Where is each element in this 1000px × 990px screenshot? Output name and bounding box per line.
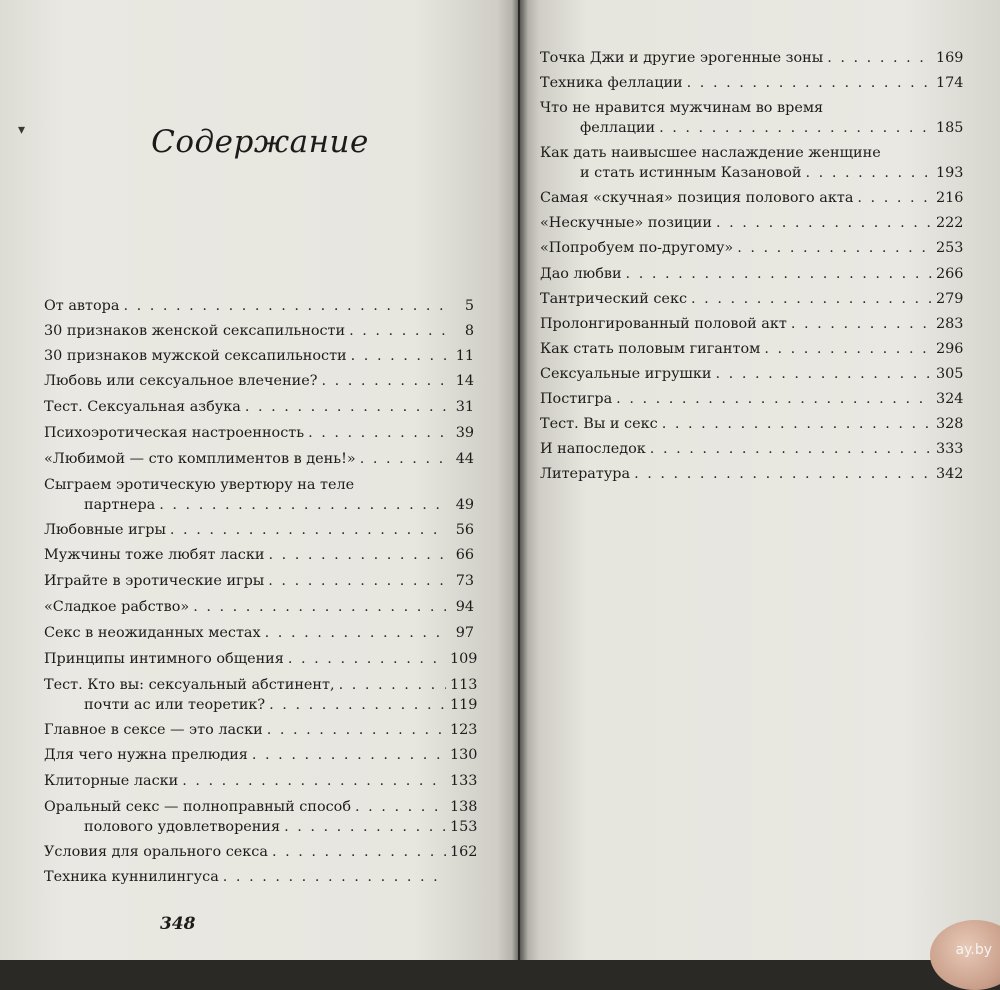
dot-leader [272, 842, 446, 862]
toc-entry-title: «Любимой — сто комплиментов в день!» [44, 451, 356, 467]
toc-entry [44, 745, 478, 765]
toc-entry-title: Дао любви [540, 266, 622, 282]
toc-entry-page: 305 [936, 366, 964, 382]
toc-row [44, 720, 478, 740]
dot-leader [268, 545, 446, 565]
toc-entry [44, 720, 478, 740]
toc-row [540, 188, 964, 208]
toc-entry-page: 133 [450, 773, 478, 789]
toc-entry [540, 264, 964, 284]
right-page [520, 0, 1000, 960]
toc-entry-title-line: Как дать наивысшее наслаждение женщине [540, 145, 881, 161]
dot-leader [791, 314, 932, 334]
toc-entry-page: 5 [464, 298, 474, 314]
toc-entry-page: 39 [455, 425, 474, 441]
toc-row [540, 364, 964, 384]
toc-entry-title: полового удовлетворения [84, 819, 281, 835]
toc-row [44, 597, 474, 617]
toc-row [540, 118, 964, 138]
dot-leader [268, 571, 446, 591]
toc-row [44, 397, 474, 417]
toc-entry-title: Самая «скучная» позиция полового акта [540, 190, 854, 206]
toc-row [44, 745, 478, 765]
toc-entry-page: 333 [936, 441, 964, 457]
dot-leader [288, 649, 446, 669]
toc-entry-title: Тантрический секс [540, 291, 688, 307]
toc-entry-title: Литература [540, 466, 631, 482]
toc-entry-title: Сексуальные игрушки [540, 366, 712, 382]
toc-row [44, 296, 474, 316]
toc-entry-title: Мужчины тоже любят ласки [44, 547, 265, 563]
dot-leader [252, 745, 446, 765]
toc-entry-title-line: Что не нравится мужчинам во время [540, 100, 824, 116]
toc-entry [540, 364, 964, 384]
toc-entry [540, 339, 964, 359]
toc-entry-page: 49 [455, 497, 474, 513]
toc-row [44, 675, 478, 695]
toc-entry-title: Играйте в эротические игры [44, 573, 265, 589]
dot-leader [716, 364, 932, 384]
toc-entry [44, 397, 474, 417]
toc-row [44, 695, 478, 715]
dot-leader [737, 238, 932, 258]
toc-entry [44, 771, 478, 791]
toc-entry-page: 31 [455, 399, 474, 415]
toc-entry [44, 449, 474, 469]
dot-leader [659, 118, 932, 138]
toc-entry [540, 213, 964, 233]
dot-leader [355, 797, 446, 817]
toc-row [44, 571, 474, 591]
toc-row [44, 649, 478, 669]
toc-entry [540, 188, 964, 208]
dot-leader [265, 623, 446, 643]
toc-row [44, 771, 478, 791]
toc-entry-title: Постигра [540, 391, 613, 407]
toc-entry-page: 66 [455, 547, 474, 563]
toc-entry [44, 346, 474, 366]
toc-entry [44, 296, 474, 316]
toc-row [540, 339, 964, 359]
toc-entry-page: 123 [450, 722, 478, 738]
toc-entry-page: 169 [936, 50, 964, 66]
toc-row [44, 423, 474, 443]
toc-entry-title: феллации [580, 120, 656, 136]
toc-entry-page: 113 [450, 677, 478, 693]
toc-row [44, 623, 474, 643]
toc-entry-page: 174 [936, 75, 964, 91]
toc-entry [540, 73, 964, 93]
toc-entry [44, 321, 474, 341]
toc-entry [540, 314, 964, 334]
toc-row [540, 238, 964, 258]
toc-entry-page: 328 [936, 416, 964, 432]
dot-leader [857, 188, 932, 208]
dot-leader [827, 48, 932, 68]
dot-leader [245, 397, 446, 417]
dot-leader [634, 464, 932, 484]
dot-leader [351, 346, 446, 366]
dot-leader [626, 264, 932, 284]
page-number: 348 [160, 914, 196, 934]
toc-entry [540, 98, 964, 138]
toc-entry-page: 11 [455, 348, 474, 364]
toc-entry-page: 130 [450, 747, 478, 763]
dot-leader [716, 213, 932, 233]
toc-entry-title: Условия для орального секса [44, 844, 268, 860]
toc-entry-title: «Нескучные» позиции [540, 215, 712, 231]
toc-entry-page: 8 [464, 323, 474, 339]
toc-row [540, 314, 964, 334]
toc-entry [44, 597, 474, 617]
toc-entry [44, 867, 474, 887]
toc-row [540, 414, 964, 434]
dot-leader [687, 73, 932, 93]
toc-entry [44, 842, 478, 862]
toc-entry-page: 185 [936, 120, 964, 136]
toc-row [540, 48, 964, 68]
dot-leader [170, 520, 446, 540]
toc-entry-page: 193 [936, 165, 964, 181]
toc-row [44, 371, 474, 391]
toc-entry-title: Тест. Вы и секс [540, 416, 658, 432]
toc-row [44, 545, 474, 565]
dot-leader [349, 321, 446, 341]
dot-leader [123, 296, 446, 316]
toc-entry-page: 296 [936, 341, 964, 357]
toc-row [44, 867, 474, 887]
toc-entry-title: 30 признаков мужской сексапильности [44, 348, 347, 364]
toc-entry-title-line: Сыграем эротическую увертюру на теле [44, 477, 355, 493]
toc-entry-page: 44 [455, 451, 474, 467]
dot-leader [223, 867, 446, 887]
toc-entry-title: Главное в сексе — это ласки [44, 722, 263, 738]
toc-row [44, 346, 474, 366]
dot-leader [691, 289, 932, 309]
toc-entry-page: 324 [936, 391, 964, 407]
watermark: ay.by [955, 942, 992, 958]
toc-entry-page: 14 [455, 373, 474, 389]
toc-entry [44, 475, 474, 515]
toc-entry-page: 153 [450, 819, 478, 835]
toc-entry-page: 253 [936, 240, 964, 256]
dot-leader [321, 371, 446, 391]
toc-heading: Содержание [151, 124, 369, 160]
toc-entry-page: 119 [450, 697, 478, 713]
toc-entry-title: «Попробуем по-другому» [540, 240, 734, 256]
toc-row [44, 449, 474, 469]
toc-entry [44, 520, 474, 540]
toc-entry-page: 283 [936, 316, 964, 332]
toc-entry-title: Клиторные ласки [44, 773, 179, 789]
dot-leader [269, 695, 446, 715]
toc-entry [540, 48, 964, 68]
toc-entry [44, 571, 474, 591]
toc-row [44, 842, 478, 862]
toc-entry-title: Психоэротическая настроенность [44, 425, 305, 441]
toc-row [540, 73, 964, 93]
toc-entry-title: Пролонгированный половой акт [540, 316, 787, 332]
toc-entry-title: И напоследок [540, 441, 646, 457]
toc-entry-title: 30 признаков женской сексапильности [44, 323, 346, 339]
dot-leader [182, 771, 446, 791]
toc-entry-page: 342 [936, 466, 964, 482]
dot-leader [159, 495, 446, 515]
dot-leader [662, 414, 932, 434]
toc-entry-page: 138 [450, 799, 478, 815]
dot-leader [284, 817, 446, 837]
toc-entry-page: 222 [936, 215, 964, 231]
dot-leader [764, 339, 932, 359]
toc-row [540, 439, 964, 459]
toc-row [540, 464, 964, 484]
toc-entry-title: и стать истинным Казановой [580, 165, 802, 181]
toc-row [44, 817, 478, 837]
toc-entry-title: Техника феллации [540, 75, 683, 91]
toc-entry-title: партнера [84, 497, 156, 513]
toc-entry-title: От автора [44, 298, 120, 314]
toc-entry-title: Любовные игры [44, 522, 166, 538]
toc-entry-title: почти ас или теоретик? [84, 697, 266, 713]
toc-entry [540, 389, 964, 409]
toc-entry-page: 94 [455, 599, 474, 615]
toc-entry-title: Принципы интимного общения [44, 651, 284, 667]
toc-entry-page: 266 [936, 266, 964, 282]
toc-entry-page: 73 [455, 573, 474, 589]
toc-entry-page: 216 [936, 190, 964, 206]
toc-row [44, 797, 478, 817]
toc-entry-title: Для чего нужна прелюдия [44, 747, 248, 763]
toc-row [540, 163, 964, 183]
toc-row [540, 264, 964, 284]
dot-leader [806, 163, 932, 183]
toc-entry-title: «Сладкое рабство» [44, 599, 190, 615]
dot-leader [650, 439, 932, 459]
toc-row [44, 520, 474, 540]
toc-entry-page: 162 [450, 844, 478, 860]
toc-entry-title: Любовь или сексуальное влечение? [44, 373, 318, 389]
toc-entry [540, 289, 964, 309]
toc-entry-page: 97 [455, 625, 474, 641]
toc-entry [44, 675, 478, 715]
dot-leader [193, 597, 446, 617]
toc-entry-title: Тест. Кто вы: сексуальный абстинент, [44, 677, 335, 693]
toc-entry [540, 143, 964, 183]
dot-leader [267, 720, 446, 740]
toc-row [540, 213, 964, 233]
toc-row [44, 495, 474, 515]
toc-entry-page: 279 [936, 291, 964, 307]
toc-entry [44, 623, 474, 643]
toc-entry [540, 464, 964, 484]
toc-entry [44, 649, 478, 669]
dot-leader [360, 449, 446, 469]
toc-row [540, 289, 964, 309]
toc-entry-title: Тест. Сексуальная азбука [44, 399, 241, 415]
toc-entry [44, 545, 474, 565]
toc-entry [540, 414, 964, 434]
toc-entry-title: Оральный секс — полноправный способ [44, 799, 351, 815]
toc-entry-title: Как стать половым гигантом [540, 341, 761, 357]
toc-entry-title: Техника куннилингуса [44, 869, 219, 885]
book-gutter [512, 0, 528, 960]
dot-leader [308, 423, 446, 443]
toc-entry [540, 439, 964, 459]
page-mark: ▾ [18, 122, 26, 138]
toc-entry [44, 423, 474, 443]
toc-entry-page: 109 [450, 651, 478, 667]
toc-entry [44, 797, 478, 837]
toc-entry [44, 371, 474, 391]
toc-row [44, 321, 474, 341]
toc-entry [540, 238, 964, 258]
dot-leader [616, 389, 932, 409]
dot-leader [339, 675, 446, 695]
toc-entry-page: 56 [455, 522, 474, 538]
toc-row [540, 389, 964, 409]
toc-entry-title: Точка Джи и другие эрогенные зоны [540, 50, 824, 66]
toc-entry-title: Секс в неожиданных местах [44, 625, 261, 641]
